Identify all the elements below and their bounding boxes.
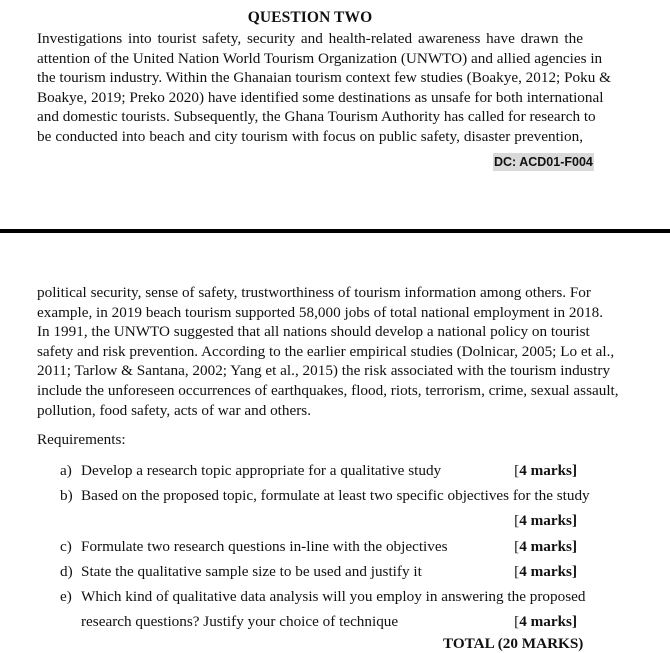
requirement-text: Based on the proposed topic, formulate at least two specific objectives for the study: [81, 487, 590, 504]
page-upper-section: [0, 0, 670, 229]
requirement-text: Formulate two research questions in-line with the objectives: [81, 538, 448, 555]
marks-badge: [4 marks]: [514, 462, 577, 479]
paragraph-line: pollution, food safety, acts of war and others.: [37, 401, 312, 419]
paragraph-line: be conducted into beach and city tourism with focus on public safety, disaster prevention,: [37, 127, 583, 145]
paragraph-line: attention of the United Nation World Tourism Organization (UNWTO) and allied agencies in: [37, 49, 603, 67]
page-break-divider: [0, 229, 670, 233]
requirement-label: a): [60, 462, 72, 479]
requirement-label: e): [60, 588, 72, 605]
paragraph-line: the tourism industry. Within the Ghanaian tourism context few studies (Boakye, 2012; Poku &: [37, 69, 611, 87]
requirement-label: b): [60, 487, 73, 504]
question-title: QUESTION TWO: [247, 9, 373, 26]
marks-badge: [4 marks]: [514, 613, 577, 630]
requirement-text: Which kind of qualitative data analysis will you employ in answering the proposed: [81, 588, 586, 605]
requirement-label: c): [60, 538, 72, 555]
total-marks: TOTAL (20 MARKS): [443, 635, 584, 652]
paragraph-line: safety and risk prevention. According to the earlier empirical studies (Dolnicar, 2005; Lo et al.,: [37, 342, 615, 360]
requirement-text: State the qualitative sample size to be used and justify it: [81, 563, 422, 580]
document-code-label: DC: ACD01-F004: [494, 155, 593, 169]
marks-badge: [4 marks]: [514, 563, 577, 580]
intro-paragraph: [37, 29, 611, 147]
requirement-text: research questions? Justify your choice of technique: [81, 613, 399, 630]
paragraph-line: Boakye, 2019; Preko 2020) have identified some destinations as unsafe for both international: [37, 88, 604, 106]
continued-paragraph: [37, 283, 619, 420]
paragraph-line: In 1991, the UNWTO suggested that all nations should develop a national policy on tourist: [37, 323, 590, 341]
paragraph-line: 2011; Tarlow & Santana, 2002; Yang et al., 2015) the risk associated with the tourism industry: [37, 362, 611, 380]
requirement-label: d): [60, 563, 73, 580]
paragraph-line: and domestic tourists. Subsequently, the Ghana Tourism Authority has called for research to: [37, 108, 596, 126]
marks-badge: [4 marks]: [514, 538, 577, 555]
paragraph-line: political security, sense of safety, trustworthiness of tourism information among others. For: [37, 284, 591, 301]
paragraph-line: Investigations into tourist safety, security and health-related awareness have drawn the: [37, 30, 583, 47]
requirements-heading: Requirements:: [37, 431, 126, 448]
requirement-text: Develop a research topic appropriate for a qualitative study: [81, 462, 442, 479]
paragraph-line: include the unforeseen occurrences of earthquakes, flood, riots, terrorism, crime, sexual assault,: [37, 381, 619, 399]
marks-badge: [4 marks]: [514, 512, 577, 529]
paragraph-line: example, in 2019 beach tourism supported 58,000 jobs of total national employment in 2018.: [37, 303, 604, 321]
